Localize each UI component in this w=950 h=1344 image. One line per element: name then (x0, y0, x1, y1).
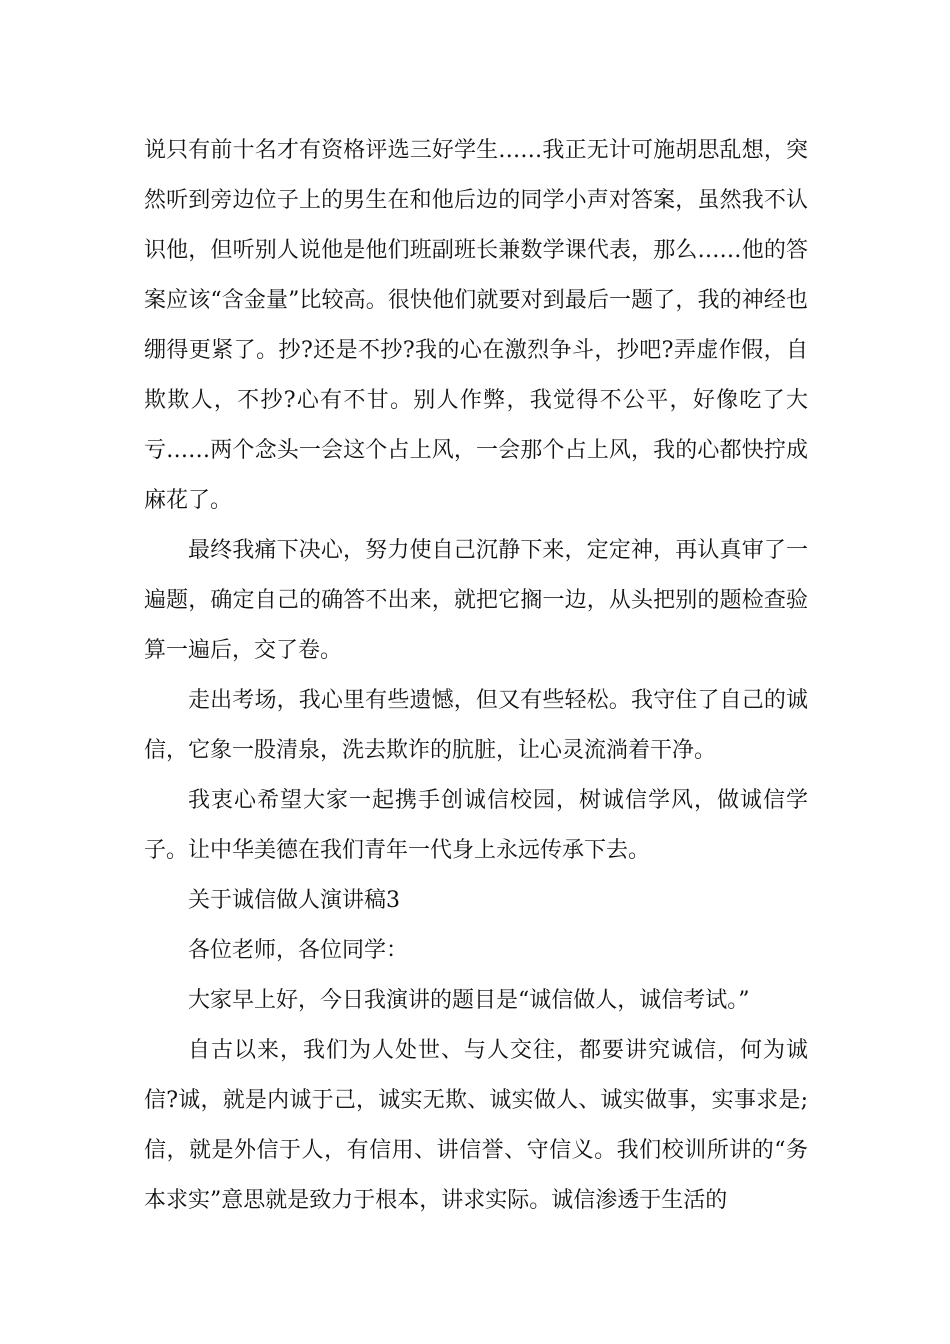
paragraph-4: 我衷心希望大家一起携手创诚信校园，树诚信学风，做诚信学子。让中华美德在我们青年一代身上永远传承下去。 (144, 788, 808, 863)
salutation: 各位老师，各位同学： (188, 938, 409, 963)
paragraph-8: 自古以来，我们为人处世、与人交往，都要讲究诚信，何为诚信?诚，就是内诚于己，诚实无欺、诚实做人、诚实做事，实事求是;信，就是外信于人，有信用、讲信誉、守信义。我们校训所讲的“务本求实”意思就是致力于根本，讲求实际。诚信渗透于生活的 (144, 1038, 808, 1213)
document-body (144, 126, 808, 1226)
paragraph-3: 走出考场，我心里有些遗憾，但又有些轻松。我守住了自己的诚信，它象一股清泉，洗去欺诈的肮脏，让心灵流淌着干净。 (144, 688, 808, 763)
paragraph-1: 说只有前十名才有资格评选三好学生……我正无计可施胡思乱想，突然听到旁边位子上的男生在和他后边的同学小声对答案，虽然我不认识他，但听别人说他是他们班副班长兼数学课代表，那么……他的答案应该“含金量”比较高。很快他们就要对到最后一题了，我的神经也绷得更紧了。抄?还是不抄?我的心在激烈争斗，抄吧?弄虚作假，自欺欺人，不抄?心有不甘。别人作弊，我觉得不公平，好像吃了大亏……两个念头一会这个占上风，一会那个占上风，我的心都快拧成麻花了。 (144, 138, 808, 513)
greeting: 大家早上好，今日我演讲的题目是“诚信做人，诚信考试。” (188, 988, 750, 1013)
section-title: 关于诚信做人演讲稿3 (188, 888, 400, 913)
paragraph-2: 最终我痛下决心，努力使自己沉静下来，定定神，再认真审了一遍题，确定自己的确答不出来，就把它搁一边，从头把别的题检查验算一遍后，交了卷。 (144, 538, 808, 663)
